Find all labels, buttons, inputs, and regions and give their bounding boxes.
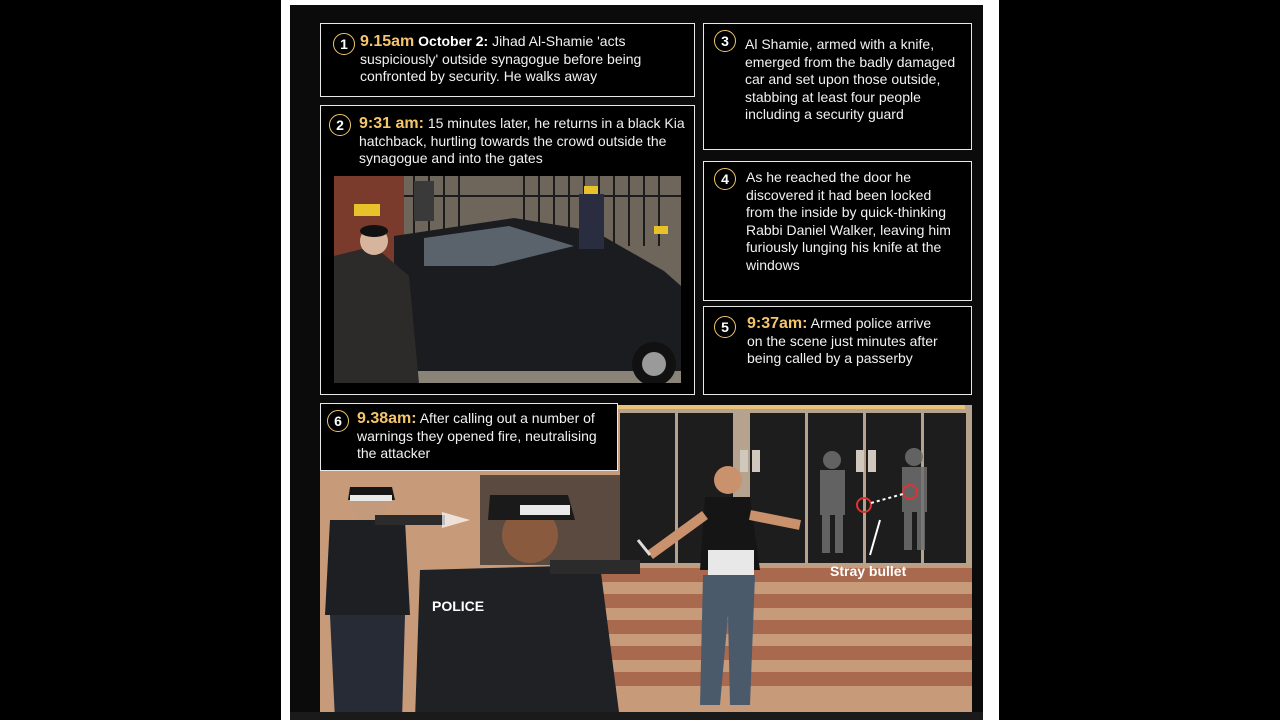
step-5-time: 9:37am: [747,315,808,332]
step-5-text [747,315,947,368]
step-1-description: Jihad Al-Shamie 'acts suspiciously' outside synagogue before being confronted by security. He walks away [360,33,642,84]
step-1-box [320,23,695,97]
step-5-box [703,306,972,395]
car-photo-svg [334,176,681,383]
step-6-text [357,410,607,463]
step-1-number: 1 [333,33,355,55]
step-2-text [359,115,691,168]
step-6-box [320,403,618,471]
step-2-time: 9:31 am: [359,115,424,132]
step-4-number: 4 [714,168,736,190]
step-4-description: As he reached the door he discovered it had been locked from the inside by quick-thinking Rabbi Daniel Walker, leaving him furiously lunging his knife at the windows [746,169,951,273]
step-1-time: 9.15am [360,33,415,50]
step-5-number: 5 [714,316,736,338]
step-3-box [703,23,972,150]
step-1-date: October 2: [418,33,489,49]
step-4-box [703,161,972,301]
step-3-description: Al Shamie, armed with a knife, emerged from the badly damaged car and set upon those outside, stabbing at least four people including a security guard [745,36,956,122]
step-6-description: After calling out a number of warnings they opened fire, neutralising the attacker [357,410,597,461]
step-5-description: Armed police arrive on the scene just minutes after being called by a passerby [747,315,938,366]
stray-bullet-label: Stray bullet [830,563,907,579]
bottom-strip [290,712,983,720]
step-2-description: 15 minutes later, he returns in a black Kia hatchback, hurtling towards the crowd outside the synagogue and into the gates [359,115,685,166]
step-6-time: 9.38am: [357,410,417,427]
police-vest-label: POLICE [432,598,485,614]
step-3-number: 3 [714,30,736,52]
step-6-number: 6 [327,410,349,432]
car-crash-photo [334,176,681,383]
step-1-text [360,33,685,86]
step-2-number: 2 [329,114,351,136]
